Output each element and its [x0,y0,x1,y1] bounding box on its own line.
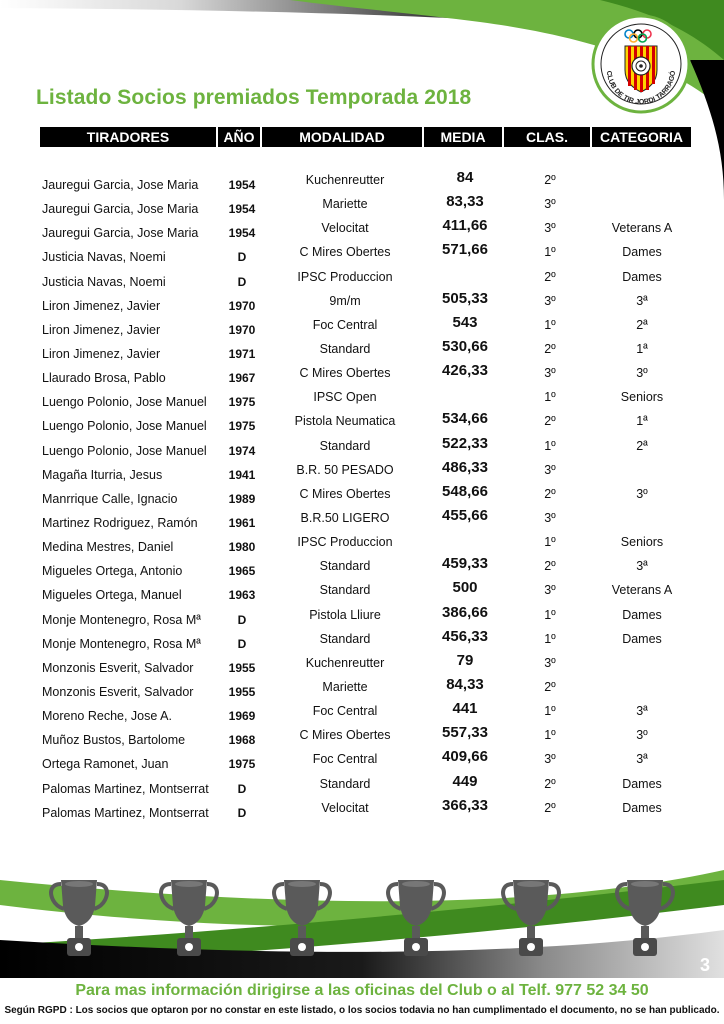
cell-name: Monzonis Esverit, Salvador [42,684,194,699]
table-row [0,771,724,795]
cell-category: 3ª [636,559,648,574]
cell-media: 557,33 [442,724,488,742]
cell-media: 83,33 [446,193,484,211]
cell-name: Liron Jimenez, Javier [42,346,161,361]
table-row [0,239,724,263]
cell-year: D [237,805,247,820]
cell-media: 459,33 [442,555,488,573]
column-header-modality: MODALIDAD [262,127,422,147]
table-row [0,360,724,384]
cell-name: Migueles Ortega, Antonio [42,564,183,579]
table-row [0,553,724,577]
table-row [0,312,724,336]
cell-modality: Kuchenreutter [305,173,385,187]
cell-modality: Standard [319,438,371,453]
cell-year: 1961 [228,515,256,530]
cell-modality: Standard [319,559,371,574]
cell-category: Dames [622,269,662,284]
cell-year: D [237,636,247,651]
cell-year: 1989 [228,491,256,506]
cell-category: 2ª [636,438,648,453]
cell-modality: IPSC Produccion [297,535,393,550]
cell-modality: Standard [319,341,371,356]
footer-contact-info: Para mas información dirigirse a las oficinas del Club o al Telf. 977 52 34 50 [75,982,649,999]
cell-name: Palomas Martinez, Montserrat [42,805,209,820]
cell-modality: IPSC Open [313,390,377,405]
cell-clas: 2º [544,486,556,501]
cell-year: 1971 [228,346,256,361]
table-row [0,746,724,770]
cell-media: 386,66 [442,603,488,621]
cell-clas: 3º [544,293,556,308]
cell-name: Justicia Navas, Noemi [42,250,166,265]
cell-modality: Velocitat [321,800,369,815]
cell-name: Luengo Polonio, Jose Manuel [42,395,207,410]
cell-name: Ortega Ramonet, Juan [42,757,169,772]
table-row [0,384,724,408]
svg-text:CLUB DE TIR JORDI TARRAGÓ: CLUB DE TIR JORDI TARRAGÓ [604,70,678,107]
cell-modality: Mariette [322,679,368,694]
cell-name: Manrrique Calle, Ignacio [42,491,178,506]
table-row [0,650,724,674]
cell-category: 3º [636,486,648,501]
table-row [0,626,724,650]
table-row [0,529,724,553]
cell-name: Jauregui Garcia, Jose Maria [42,178,199,192]
cell-media: 500 [452,579,478,597]
cell-category: 1ª [636,341,648,356]
cell-category: 3º [636,728,648,743]
cell-modality: Foc Central [312,752,378,767]
table-row [0,505,724,529]
column-header-category: CATEGORIA [592,127,691,147]
cell-modality: Pistola Lliure [309,607,381,622]
cell-clas: 2º [544,414,556,429]
cell-category: 2ª [636,317,648,332]
cell-year: 1974 [228,443,256,458]
cell-media: 426,33 [442,362,488,380]
cell-modality: 9m/m [329,293,361,308]
table-row [0,433,724,457]
cell-clas: 3º [544,221,556,236]
cell-year: 1975 [228,419,256,434]
cell-modality: Velocitat [321,221,369,236]
cell-year: D [237,612,247,627]
cell-name: Migueles Ortega, Manuel [42,588,182,603]
cell-clas: 2º [544,559,556,574]
cell-modality: C Mires Obertes [299,728,391,743]
results-table [0,167,724,819]
table-row [0,602,724,626]
cell-clas: 1º [544,317,556,332]
cell-name: Moreno Reche, Jose A. [42,709,172,724]
cell-clas: 1º [544,704,556,719]
cell-clas: 2º [544,800,556,815]
cell-media: 366,33 [442,796,488,814]
cell-category: Seniors [620,390,664,405]
cell-media: 411,66 [442,217,488,235]
cell-year: 1965 [228,564,256,579]
cell-modality: Standard [319,583,371,598]
cell-modality: Standard [319,631,371,646]
cell-name: Liron Jimenez, Javier [42,298,161,313]
cell-clas: 1º [544,390,556,405]
table-row [0,457,724,481]
cell-name: Luengo Polonio, Jose Manuel [42,443,207,458]
cell-category: Dames [622,631,662,646]
cell-clas: 3º [544,752,556,767]
cell-year: 1970 [228,298,256,313]
page-title: Listado Socios premiados Temporada 2018 [36,86,472,109]
cell-media: 543 [452,313,478,331]
cell-modality: IPSC Produccion [297,269,393,284]
cell-year: 1955 [228,660,256,675]
cell-name: Monje Montenegro, Rosa Mª [42,636,201,651]
cell-category: Dames [622,245,662,260]
cell-category: Dames [622,607,662,622]
cell-year: 1941 [228,467,256,482]
table-row [0,215,724,239]
cell-clas: 2º [544,269,556,284]
trophy-icon [617,880,673,956]
cell-clas: 1º [544,535,556,550]
cell-category: 3ª [636,704,648,719]
cell-year: 1975 [228,395,256,410]
cell-media: 486,33 [442,458,488,476]
cell-year: 1975 [228,757,256,772]
cell-modality: Foc Central [312,317,378,332]
table-row [0,191,724,215]
cell-category: 3ª [636,752,648,767]
cell-media: 449 [452,772,478,790]
cell-media: 409,66 [442,748,488,766]
cell-category: Seniors [620,535,664,550]
cell-category: Dames [622,800,662,815]
footer-rgpd-notice: Según RGPD : Los socios que optaron por no constar en este listado, o los socios todavia no han cumplimentado el documento, no se han publicado. [4,1005,720,1016]
cell-media: 84 [456,169,474,186]
trophy-icon [51,880,107,956]
cell-year: 1980 [228,540,256,555]
table-row [0,288,724,312]
cell-name: Monzonis Esverit, Salvador [42,660,194,675]
cell-media: 522,33 [442,434,488,452]
cell-clas: 3º [544,655,556,670]
table-header [40,127,691,147]
cell-clas: 2º [544,679,556,694]
cell-media: 571,66 [442,241,488,259]
cell-year: 1954 [228,178,256,192]
cell-clas: 2º [544,341,556,356]
column-header-name: TIRADORES [40,127,216,147]
cell-category: 3ª [636,293,648,308]
cell-clas: 1º [544,631,556,646]
table-row [0,795,724,819]
cell-media: 505,33 [442,289,488,307]
table-row [0,577,724,601]
cell-name: Monje Montenegro, Rosa Mª [42,612,201,627]
trophy-icon [161,880,217,956]
cell-year: 1954 [228,202,256,217]
cell-name: Medina Mestres, Daniel [42,540,174,555]
cell-modality: Mariette [322,197,368,212]
cell-name: Muñoz Bustos, Bartolome [42,733,186,748]
cell-modality: C Mires Obertes [299,366,391,381]
trophy-row [0,872,724,962]
cell-clas: 3º [544,510,556,525]
cell-media: 530,66 [442,337,488,355]
trophy-icon [503,880,559,956]
table-row [0,722,724,746]
cell-clas: 1º [544,245,556,260]
cell-clas: 1º [544,607,556,622]
table-row [0,336,724,360]
cell-clas: 3º [544,197,556,212]
cell-modality: C Mires Obertes [299,245,391,260]
cell-year: 1955 [228,684,256,699]
cell-media: 534,66 [442,410,488,428]
cell-modality: Standard [319,776,371,791]
cell-year: 1970 [228,322,256,337]
cell-year: D [237,781,247,796]
cell-year: 1969 [228,709,256,724]
table-row [0,167,724,191]
cell-name: Llaurado Brosa, Pablo [42,371,166,386]
cell-year: 1967 [228,371,256,386]
cell-clas: 2º [544,173,556,187]
trophy-icon [388,880,444,956]
cell-name: Magaña Iturria, Jesus [42,467,163,482]
column-header-year: AÑO [218,127,260,147]
cell-media: 456,33 [442,627,488,645]
cell-clas: 2º [544,776,556,791]
club-logo-icon [591,14,691,114]
cell-modality: Pistola Neumatica [294,414,396,429]
cell-modality: B.R.50 LIGERO [300,510,390,525]
cell-media: 548,66 [442,482,488,500]
cell-name: Martinez Rodriguez, Ramón [42,515,198,530]
cell-year: 1968 [228,733,256,748]
column-header-media: MEDIA [424,127,502,147]
cell-year: 1963 [228,588,256,603]
cell-modality: Kuchenreutter [305,655,385,670]
cell-clas: 3º [544,583,556,598]
cell-media: 79 [456,651,474,669]
cell-category: Veterans A [611,583,673,598]
cell-category: Dames [622,776,662,791]
cell-name: Jauregui Garcia, Jose Maria [42,202,199,217]
cell-year: D [237,250,247,265]
column-header-clas: CLAS. [504,127,590,147]
table-row [0,481,724,505]
cell-name: Justicia Navas, Noemi [42,274,166,289]
cell-category: Veterans A [611,221,673,236]
cell-clas: 1º [544,728,556,743]
cell-name: Liron Jimenez, Javier [42,322,161,337]
cell-category: 3º [636,366,648,381]
cell-media: 441 [452,700,478,718]
table-row [0,674,724,698]
cell-category: 1ª [636,414,648,429]
cell-year: 1954 [228,226,256,241]
table-row [0,698,724,722]
cell-modality: C Mires Obertes [299,486,391,501]
cell-clas: 3º [544,462,556,477]
cell-media: 455,66 [442,506,488,524]
table-row [0,408,724,432]
cell-name: Jauregui Garcia, Jose Maria [42,226,199,241]
cell-modality: Foc Central [312,704,378,719]
cell-media: 84,33 [446,675,484,693]
cell-name: Palomas Martinez, Montserrat [42,781,209,796]
table-row [0,264,724,288]
page-number: 3 [700,955,711,975]
cell-clas: 3º [544,366,556,381]
cell-year: D [237,274,247,289]
trophy-icon [274,880,330,956]
cell-name: Luengo Polonio, Jose Manuel [42,419,207,434]
cell-clas: 1º [544,438,556,453]
cell-modality: B.R. 50 PESADO [296,462,394,477]
